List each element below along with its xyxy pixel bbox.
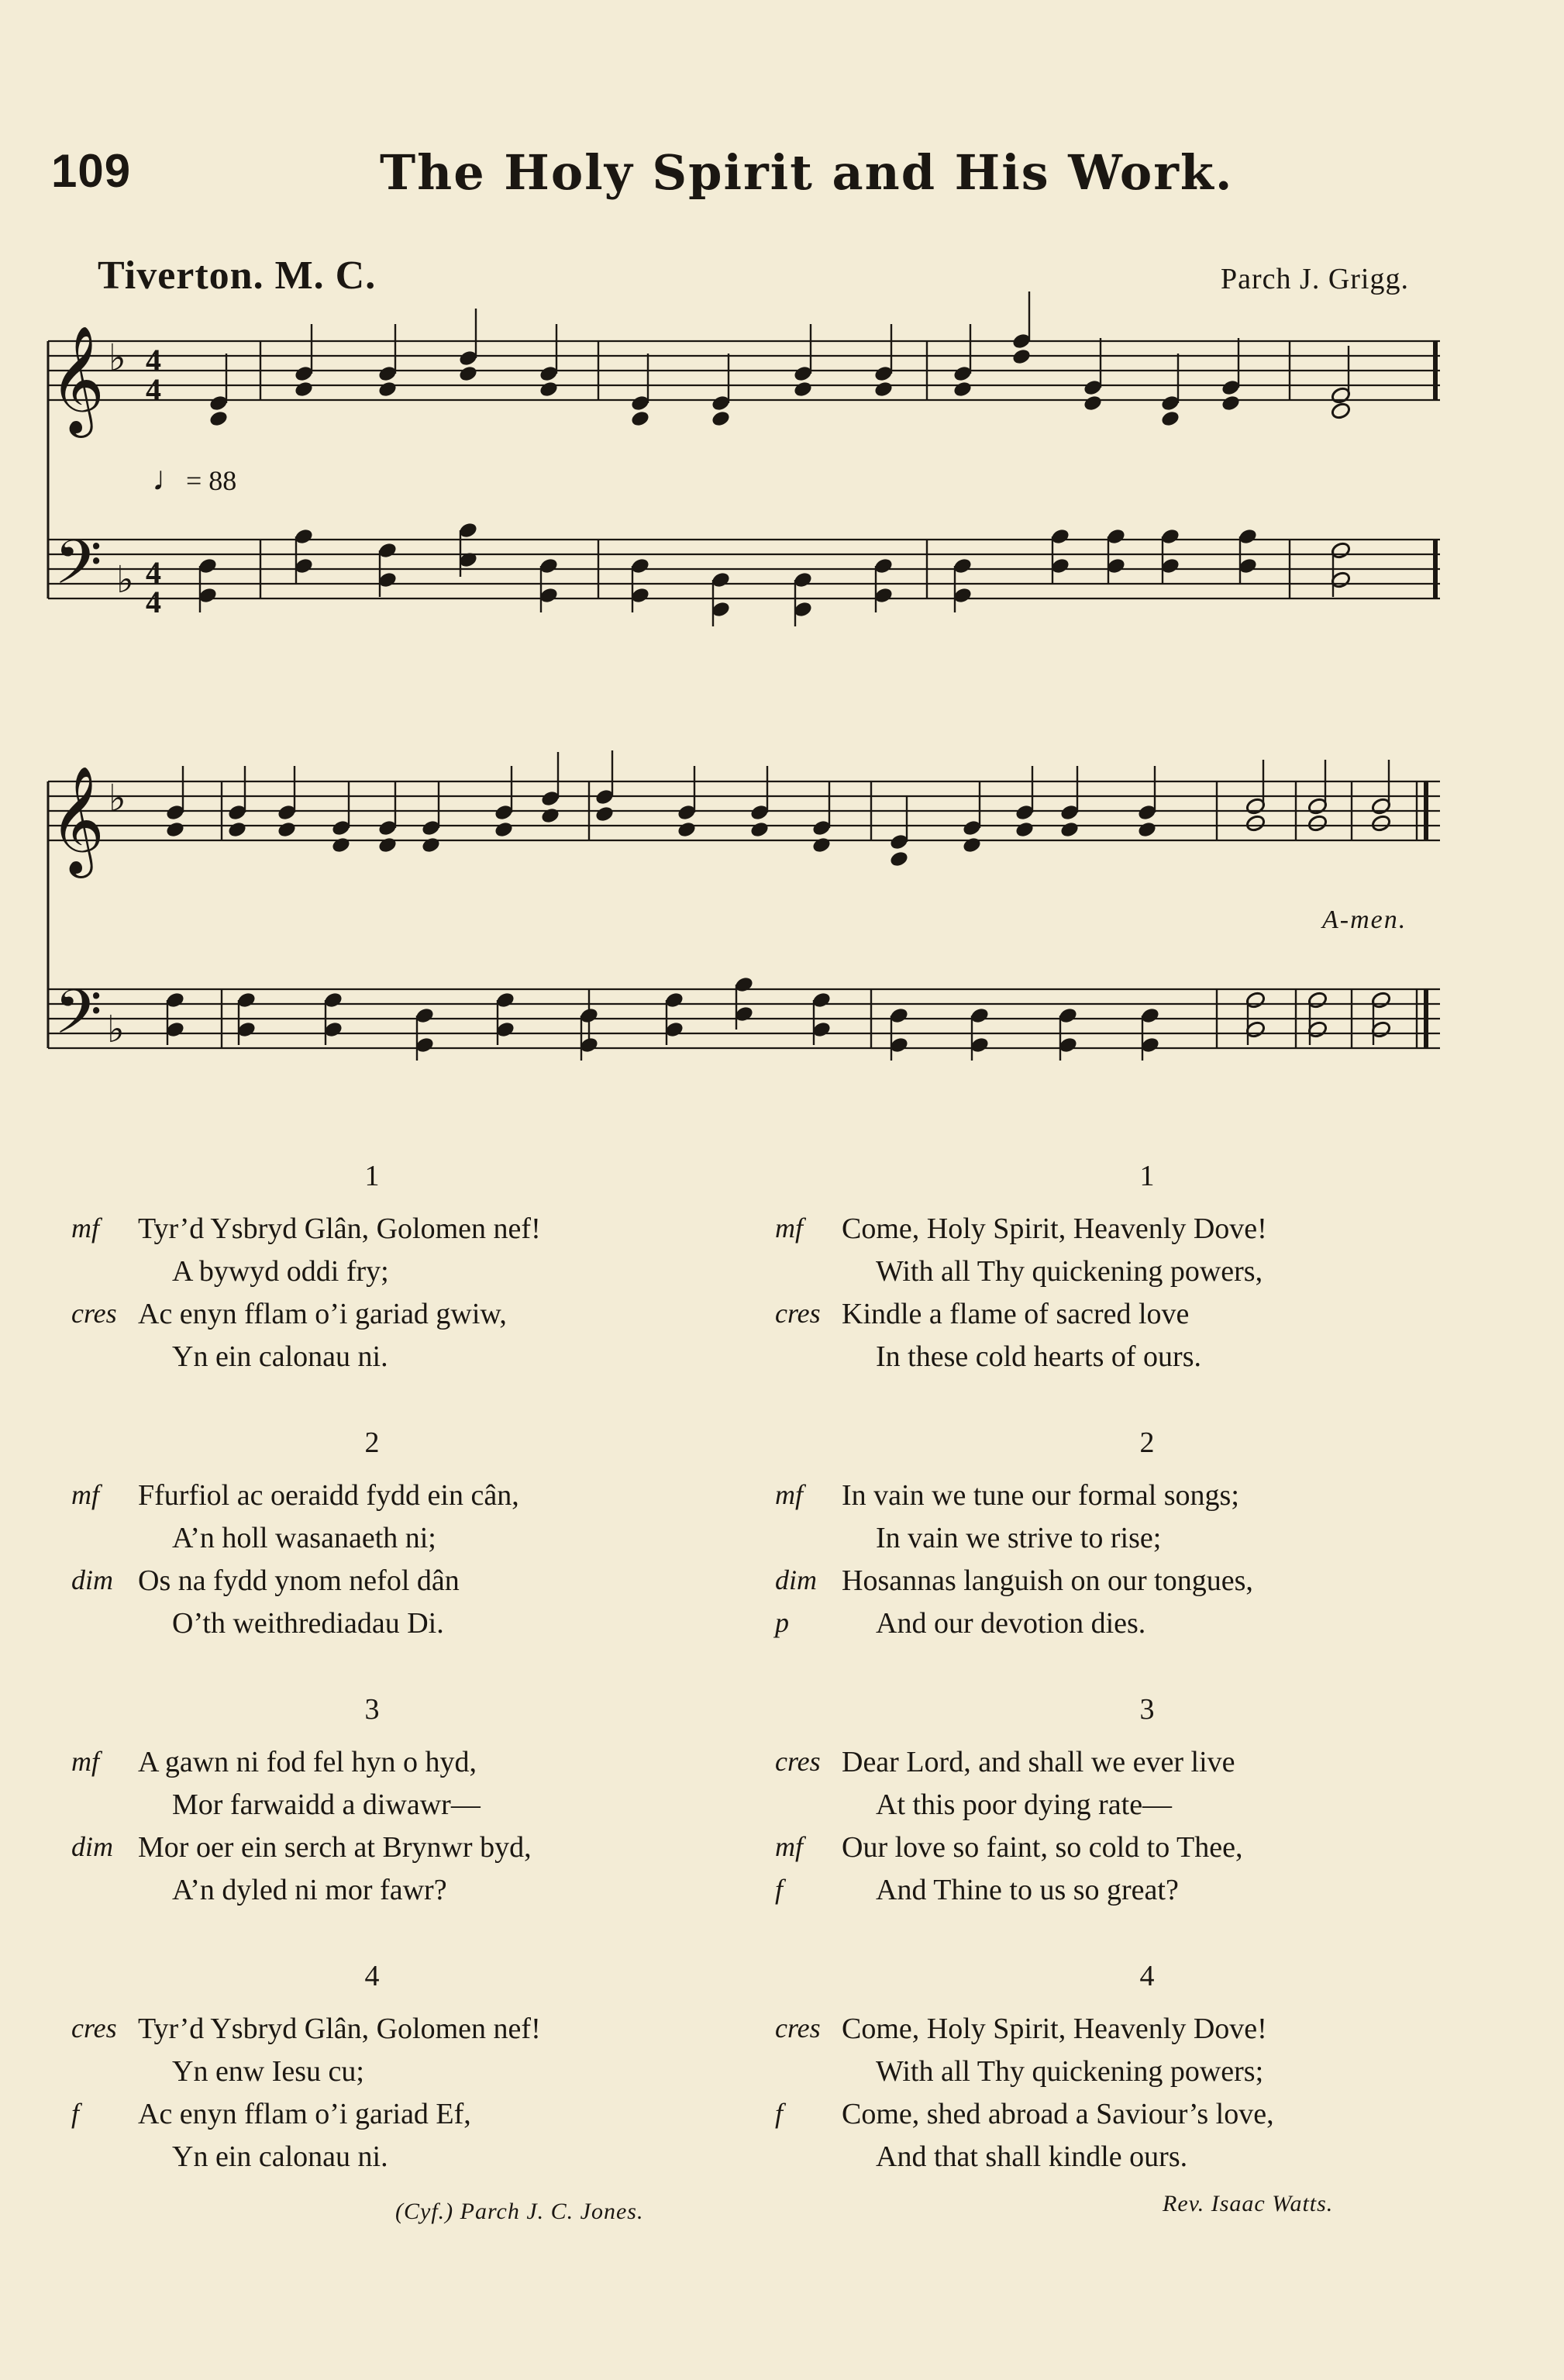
note-head [1331, 402, 1352, 420]
welsh-verse-line: A’n holl wasanaeth ni; [172, 1522, 436, 1554]
note-head [1371, 814, 1392, 833]
dynamic-marking: cres [775, 2013, 821, 2044]
dynamic-marking: p [775, 1607, 789, 1638]
note-head [677, 820, 698, 839]
dynamic-marking: mf [775, 1479, 803, 1510]
dynamic-marking: mf [71, 1746, 99, 1777]
note-head [331, 836, 352, 854]
dynamic-marking: cres [775, 1746, 821, 1777]
welsh-verse-line: Yn ein calonau ni. [172, 2140, 388, 2173]
english-verse-line: Our love so faint, so cold to Thee, [842, 1831, 1243, 1864]
english-verse-line: Hosannas languish on our tongues, [842, 1564, 1253, 1597]
english-verse-line: In vain we tune our formal songs; [842, 1479, 1239, 1512]
bass-clef-icon: 𝄢 [54, 976, 102, 1063]
bass-clef-icon: 𝄢 [54, 526, 102, 613]
dynamic-marking: dim [71, 1831, 113, 1862]
note-head [793, 380, 814, 398]
note-head [1245, 814, 1266, 833]
note-head [1083, 394, 1104, 412]
flat-icon: ♭ [109, 336, 126, 380]
dynamic-marking: cres [775, 1298, 821, 1329]
dynamic-marking: mf [775, 1212, 803, 1243]
english-verse-line: In these cold hearts of ours. [876, 1340, 1201, 1373]
note-head [277, 820, 298, 839]
note-head [377, 380, 398, 398]
note-head [811, 836, 832, 854]
dynamic-marking: mf [775, 1831, 803, 1862]
note-head [540, 806, 561, 825]
welsh-verse-number: 1 [364, 1160, 380, 1192]
note-head [962, 836, 983, 854]
welsh-verse-line: Tyr’d Ysbryd Glân, Golomen nef! [138, 2013, 541, 2045]
quarter-note-icon: ♩ [152, 460, 186, 498]
note-head [421, 836, 442, 854]
english-verse-line: At this poor dying rate— [876, 1788, 1173, 1821]
dynamic-marking: cres [71, 2013, 117, 2044]
dynamic-marking: f [775, 2098, 784, 2129]
english-verse-line: And Thine to us so great? [876, 1874, 1179, 1906]
note-head [1307, 814, 1328, 833]
treble-clef-icon: 𝄞 [50, 766, 105, 874]
welsh-verse-line: Ffurfiol ac oeraidd fydd ein cân, [138, 1479, 519, 1512]
welsh-verse-line: A bywyd oddi fry; [172, 1255, 389, 1288]
welsh-verse-line: Mor oer ein serch at Brynwr byd, [138, 1831, 532, 1864]
note-head [165, 820, 186, 839]
welsh-verse-line: Tyr’d Ysbryd Glân, Golomen nef! [138, 1212, 541, 1245]
note-head [749, 820, 770, 839]
note-head [1137, 820, 1158, 839]
welsh-verse-line: Os na fydd ynom nefol dân [138, 1564, 460, 1597]
note-head [711, 409, 732, 428]
note-head [1011, 347, 1032, 366]
flat-icon: ♭ [107, 1008, 125, 1051]
english-verse-number: 4 [1139, 1960, 1155, 1992]
note-head [873, 380, 894, 398]
english-verse-line: And that shall kindle ours. [876, 2140, 1188, 2173]
note-head [1221, 394, 1242, 412]
welsh-verse-line: O’th weithrediadau Di. [172, 1607, 444, 1640]
note-head [208, 409, 229, 428]
english-verse-line: With all Thy quickening powers, [876, 1255, 1263, 1288]
note-head [953, 380, 973, 398]
note-head [1059, 820, 1080, 839]
dynamic-marking: mf [71, 1212, 99, 1243]
note-head [1160, 409, 1181, 428]
english-verse-line: Kindle a flame of sacred love [842, 1298, 1190, 1330]
english-verse-line: In vain we strive to rise; [876, 1522, 1162, 1554]
welsh-verse-line: Ac enyn fflam o’i gariad Ef, [138, 2098, 471, 2130]
note-head [458, 364, 479, 383]
treble-clef-icon: 𝄞 [50, 326, 105, 433]
english-verse-line: Dear Lord, and shall we ever live [842, 1746, 1235, 1778]
tempo-value: = 88 [186, 465, 237, 496]
english-verse-line: Come, Holy Spirit, Heavenly Dove! [842, 1212, 1267, 1245]
hymn-number: 109 [51, 145, 132, 197]
welsh-attribution: (Cyf.) Parch J. C. Jones. [395, 2199, 644, 2224]
welsh-verse-line: A gawn ni fod fel hyn o hyd, [138, 1746, 477, 1778]
note-head [1015, 820, 1035, 839]
note-head [294, 380, 315, 398]
dynamic-marking: dim [71, 1564, 113, 1595]
welsh-verse-line: Mor farwaidd a diwawr— [172, 1788, 481, 1821]
dynamic-marking: f [775, 1874, 784, 1905]
english-verse-line: Come, shed abroad a Saviour’s love, [842, 2098, 1274, 2130]
english-verse-line: With all Thy quickening powers; [876, 2055, 1264, 2088]
tune-name: Tiverton. M. C. [98, 254, 377, 298]
welsh-verse-number: 2 [364, 1426, 380, 1459]
music-score [0, 0, 1564, 1101]
english-verse-line: And our devotion dies. [876, 1607, 1146, 1640]
flat-icon: ♭ [109, 777, 126, 820]
dynamic-marking: f [71, 2098, 80, 2129]
welsh-verse-line: Ac enyn fflam o’i gariad gwiw, [138, 1298, 507, 1330]
composer-credit: Parch J. Grigg. [1221, 263, 1409, 295]
english-verse-number: 1 [1139, 1160, 1155, 1192]
note-head [889, 850, 910, 868]
note-head [227, 820, 248, 839]
time-signature-digit: 4 [146, 343, 161, 378]
hymn-title: The Holy Spirit and His Work. [380, 144, 1234, 201]
dynamic-marking: cres [71, 1298, 117, 1329]
flat-icon: ♭ [116, 558, 134, 602]
time-signature-digit: 4 [146, 585, 161, 619]
time-signature-digit: 4 [146, 372, 161, 407]
english-verse-number: 2 [1139, 1426, 1155, 1459]
english-attribution: Rev. Isaac Watts. [1163, 2191, 1334, 2216]
english-verse-number: 3 [1139, 1693, 1155, 1726]
welsh-verse-line: Yn ein calonau ni. [172, 1340, 388, 1373]
note-head [594, 805, 615, 823]
welsh-verse-number: 3 [364, 1693, 380, 1726]
english-verse-line: Come, Holy Spirit, Heavenly Dove! [842, 2013, 1267, 2045]
note-head [377, 836, 398, 854]
dynamic-marking: mf [71, 1479, 99, 1510]
welsh-verse-line: A’n dyled ni mor fawr? [172, 1874, 447, 1906]
time-signature-digit: 4 [146, 555, 161, 590]
dynamic-marking: dim [775, 1564, 817, 1595]
welsh-verse-number: 4 [364, 1960, 380, 1992]
note-head [630, 409, 651, 428]
welsh-verse-line: Yn enw Iesu cu; [172, 2055, 364, 2088]
amen-text: A-men. [1322, 905, 1407, 934]
note-head [494, 820, 515, 839]
note-head [539, 380, 560, 398]
